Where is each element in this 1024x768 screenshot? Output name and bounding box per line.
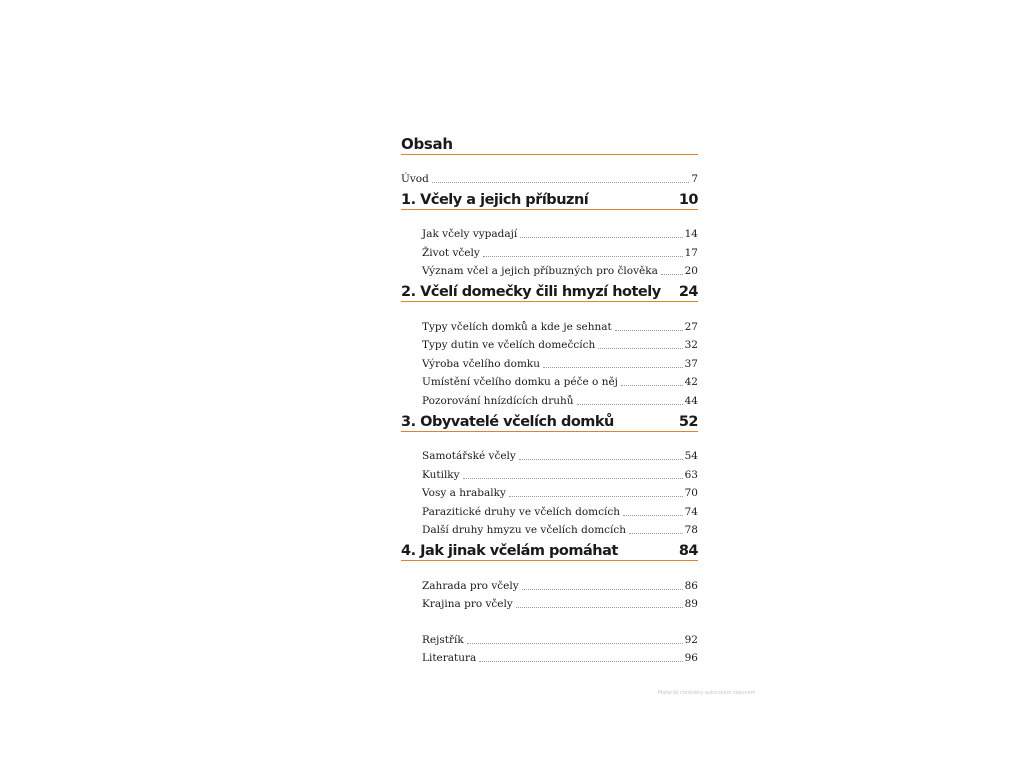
toc-entry-page: 89 [684,598,698,610]
toc-entry [401,500,698,519]
chapter-heading-4 [401,542,698,561]
toc-entry-page: 42 [684,376,698,388]
dot-leader [615,330,683,331]
toc-entry-page: 54 [684,450,698,462]
dot-leader [621,385,683,386]
toc-entry-label: Typy včelích domků a kde je sehnat [422,320,612,333]
toc-entry [401,389,698,408]
dot-leader [598,348,682,349]
toc-entry-label: Vosy a hrabalky [422,487,506,499]
toc-entry-label: Pozorování hnízdících druhů [422,394,574,407]
chapter-page: 10 [678,191,698,208]
toc-entry-page: 27 [684,320,698,333]
toc-entry-label: Krajina pro včely [422,598,513,610]
toc-entry-label: Typy dutin ve včelích domečcích [422,339,596,351]
section-gap [401,611,698,628]
toc-entry [401,593,698,612]
toc-entry [401,334,698,353]
dot-leader [467,643,683,644]
toc-entry-page: 32 [684,339,698,351]
dot-leader [522,589,683,590]
dot-leader [629,533,683,534]
toc-entry-page: 92 [684,633,698,646]
toc-entry [401,315,698,334]
toc-entry-label: Výroba včelího domku [422,357,541,370]
toc-entry-index [401,628,698,647]
chapter-page: 24 [678,284,698,300]
dot-leader [623,515,683,516]
toc-entry-label: Život včely [422,246,480,259]
chapter-title: 1. Včely a jejich příbuzní [401,191,589,208]
toc-entry [401,241,698,260]
toc-entry [401,519,698,538]
toc-entry-label: Jak včely vypadají [422,228,518,240]
toc-entry-page: 37 [684,357,698,370]
table-of-contents [401,134,698,665]
toc-entry-label: Kutilky [422,468,460,481]
toc-entry-page: 7 [691,172,698,185]
chapter-title: 4. Jak jinak včelám pomáhat [401,543,618,559]
toc-entry-label: Samotářské včely [422,450,516,462]
toc-entry [401,352,698,371]
dot-leader [519,459,683,460]
dot-leader [543,367,683,368]
toc-entry-label: Literatura [422,652,477,664]
dot-leader [479,661,682,662]
toc-entry [401,445,698,464]
dot-leader [577,404,683,405]
toc-entry-page: 70 [684,487,698,499]
toc-entry [401,574,698,593]
toc-entry-label: Zahrada pro včely [422,579,519,592]
chapter-page: 84 [678,543,698,559]
toc-entry-intro [401,167,698,186]
toc-entry-literature [401,647,698,666]
toc-entry-label: Další druhy hmyzu ve včelích domcích [422,524,627,536]
toc-entry-label: Rejstřík [422,633,464,646]
dot-leader [432,182,689,183]
toc-entry [401,223,698,242]
dot-leader [463,478,683,479]
toc-entry-page: 74 [684,505,698,518]
dot-leader [661,274,683,275]
toc-entry [401,463,698,482]
dot-leader [509,496,683,497]
toc-entry-page: 78 [684,524,698,536]
toc-entry-label: Význam včel a jejich příbuzných pro člověka [422,265,658,277]
chapter-heading-2 [401,283,698,302]
toc-entry-page: 44 [684,394,698,407]
toc-entry-label: Úvod [401,172,429,185]
chapter-heading-3 [401,413,698,432]
toc-entry [401,371,698,390]
toc-entry-page: 96 [684,652,698,664]
toc-entry-label: Parazitické druhy ve včelích domcích [422,505,621,518]
toc-title: Obsah [401,134,698,155]
chapter-heading-1 [401,191,698,210]
toc-entry-page: 20 [684,265,698,277]
toc-entry-page: 17 [684,246,698,259]
toc-entry-page: 63 [684,468,698,481]
toc-entry [401,482,698,501]
chapter-title: 3. Obyvatelé včelích domků [401,413,614,430]
toc-entry [401,260,698,279]
copyright-notice: Materiál chráněný autorským zákonem [658,690,756,696]
dot-leader [516,607,683,608]
dot-leader [520,237,682,238]
toc-entry-label: Umístění včelího domku a péče o něj [422,376,618,388]
dot-leader [483,256,683,257]
toc-entry-page: 86 [684,579,698,592]
chapter-page: 52 [678,413,698,430]
toc-entry-page: 14 [684,228,698,240]
chapter-title: 2. Včelí domečky čili hmyzí hotely [401,284,661,300]
